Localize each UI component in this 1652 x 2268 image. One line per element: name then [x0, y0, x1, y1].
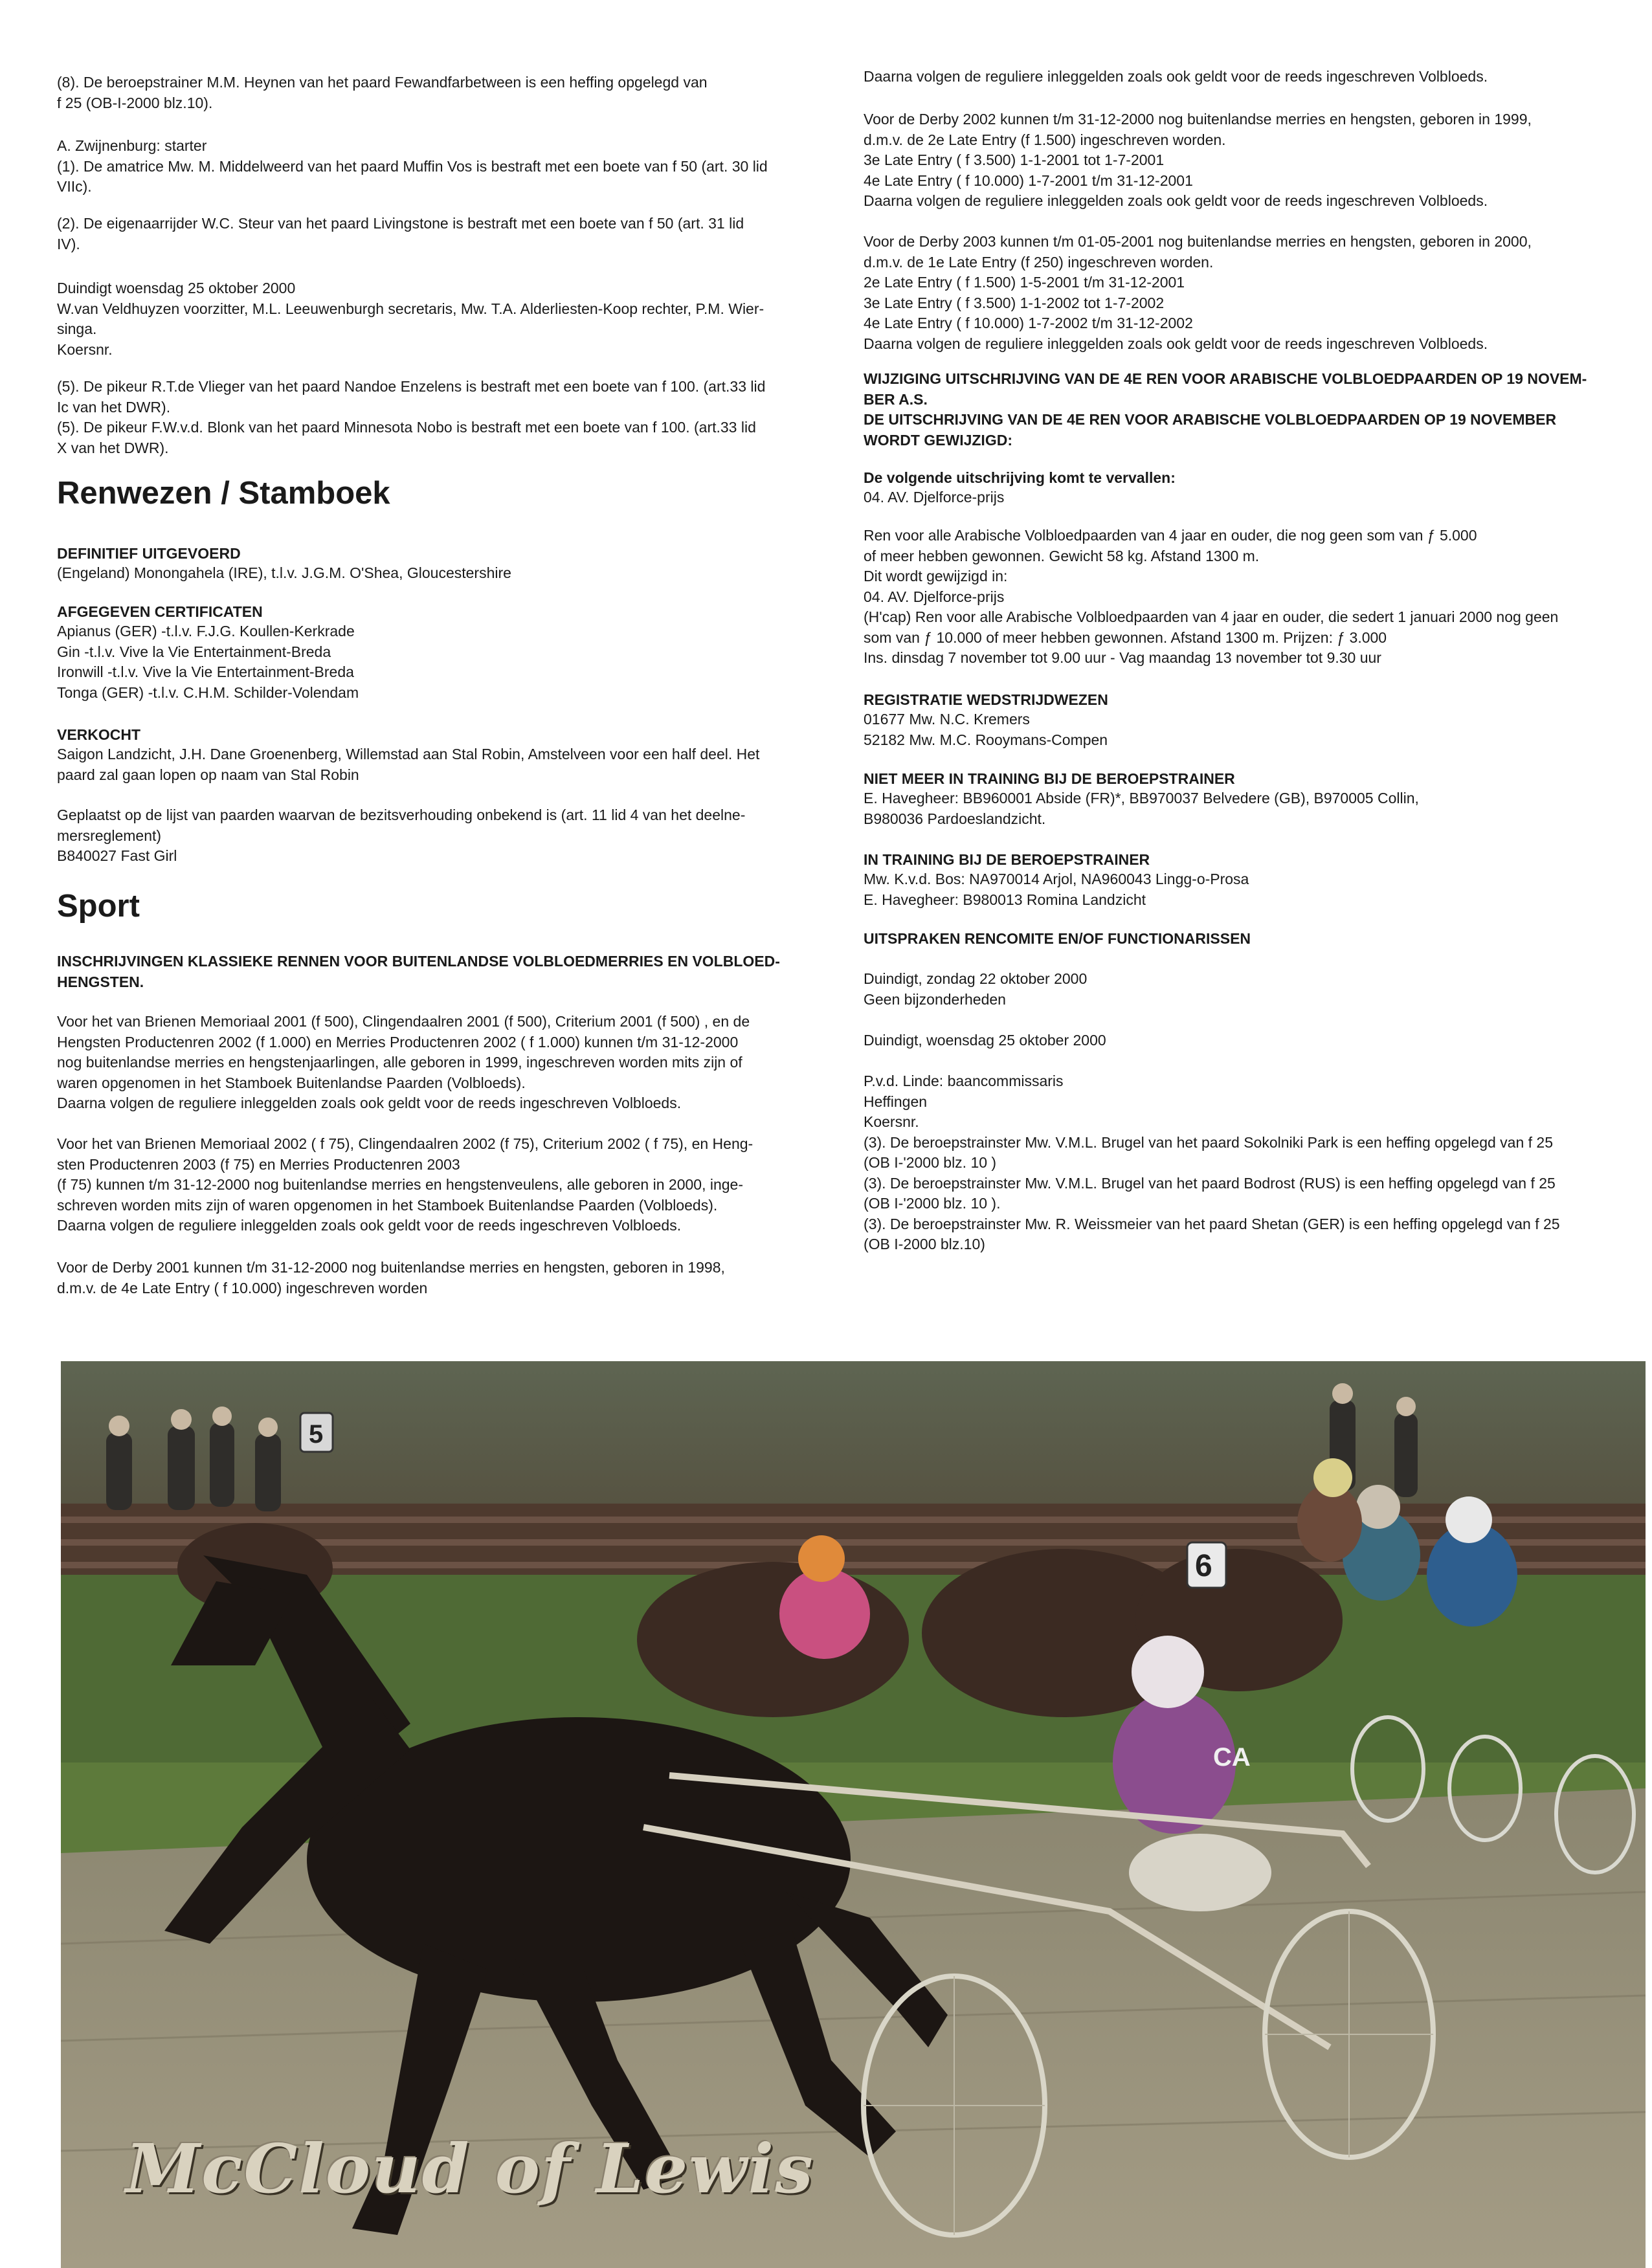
paragraph-verkocht [57, 744, 834, 785]
text-line: (3). De beroepstrainster Mw. R. Weissmeier van het paard Shetan (GER) is een heffing opgelegd van f 25 [864, 1215, 1560, 1232]
text-line: (3). De beroepstrainster Mw. V.M.L. Brugel van het paard Sokolniki Park is een heffing opgelegd van f 25 [864, 1133, 1554, 1151]
text-line: of meer hebben gewonnen. Gewicht 58 kg. Afstand 1300 m. [864, 547, 1260, 564]
heading-inschrijvingen [57, 951, 834, 992]
text-line: X van het DWR). [57, 439, 169, 456]
text-line: Duindigt, woensdag 25 oktober 2000 [864, 1032, 1106, 1049]
text-line: Koersnr. [864, 1113, 919, 1130]
paragraph-duindigt-22 [864, 969, 1627, 1010]
text-line: Gin -t.l.v. Vive la Vie Entertainment-Breda [57, 643, 331, 660]
text-line: mersreglement) [57, 827, 162, 844]
text-line: Ren voor alle Arabische Volbloedpaarden van 4 jaar en ouder, die nog geen som van ƒ 5.000 [864, 527, 1477, 544]
text-line: (f 75) kunnen t/m 31-12-2000 nog buitenlandse merries en hengstenveulens, alle geboren in 2000, inge- [57, 1176, 743, 1193]
paragraph-brienen-2001 [57, 1012, 834, 1114]
paragraph-derby-2003 [864, 232, 1627, 354]
section-title-renwezen: Renwezen / Stamboek [57, 476, 390, 511]
text-line: (2). De eigenaarrijder W.C. Steur van het paard Livingstone is bestraft met een boete van f 50 (art. 31 lid [57, 215, 744, 232]
paragraph-definitief [57, 563, 834, 584]
text-line: B840027 Fast Girl [57, 847, 177, 864]
text-line: VIIc). [57, 178, 92, 195]
saddle-cloth-5: 5 [309, 1420, 324, 1449]
text-line: INSCHRIJVINGEN KLASSIEKE RENNEN VOOR BUITENLANDSE VOLBLOEDMERRIES EN VOLBLOED- [57, 953, 780, 970]
heading-wijziging [864, 369, 1627, 450]
text-line: Duindigt, zondag 22 oktober 2000 [864, 970, 1088, 987]
paragraph-ren-wijziging [864, 526, 1627, 669]
text-line: Ironwill -t.l.v. Vive la Vie Entertainment-Breda [57, 663, 354, 680]
paragraph-in-training [864, 869, 1627, 910]
text-line: (1). De amatrice Mw. M. Middelweerd van het paard Muffin Vos is bestraft met een boete van f 50 (art. 30 lid [57, 157, 768, 175]
paragraph-niet-meer-in-training [864, 788, 1627, 829]
text-line: BER A.S. [864, 390, 928, 408]
text-line: E. Havegheer: BB960001 Abside (FR)*, BB970037 Belvedere (GB), B970005 Collin, [864, 790, 1419, 806]
text-line: HENGSTEN. [57, 973, 144, 990]
text-line: IV). [57, 235, 80, 252]
text-line: 2e Late Entry ( f 1.500) 1-5-2001 t/m 31-12-2001 [864, 274, 1185, 291]
photo-caption: McCloud of Lewis [126, 2129, 814, 2208]
text-line: d.m.v. de 4e Late Entry ( f 10.000) ingeschreven worden [57, 1279, 428, 1296]
text-line: (8). De beroepstrainer M.M. Heynen van het paard Fewandfarbetween is een heffing opgelegd van [57, 74, 708, 91]
text-line: Apianus (GER) -t.l.v. F.J.G. Koullen-Kerkrade [57, 623, 355, 639]
heading-volgende: De volgende uitschrijving komt te vervallen: [864, 469, 1176, 486]
heading-uitspraken: UITSPRAKEN RENCOMITE EN/OF FUNCTIONARISSEN [864, 930, 1251, 947]
text-line: Duindigt woensdag 25 oktober 2000 [57, 280, 296, 296]
text-line: Geen bijzonderheden [864, 990, 1006, 1008]
paragraph-zwijnenburg [57, 136, 834, 197]
text-line: Ic van het DWR). [57, 398, 171, 416]
heading-definitief: DEFINITIEF UITGEVOERD [57, 545, 241, 562]
text-line: 52182 Mw. M.C. Rooymans-Compen [864, 731, 1108, 748]
text-line: f 25 (OB-I-2000 blz.10). [57, 94, 213, 111]
text-line: Voor de Derby 2001 kunnen t/m 31-12-2000 nog buitenlandse merries en hengsten, geboren in 1998, [57, 1259, 725, 1276]
text-line: B980036 Pardoeslandzicht. [864, 810, 1046, 827]
text-line: singa. [57, 320, 97, 337]
paragraph-daarna [864, 67, 1627, 87]
heading-afgegeven: AFGEGEVEN CERTIFICATEN [57, 603, 263, 620]
text-line: Heffingen [864, 1093, 928, 1110]
section-title-sport: Sport [57, 889, 140, 924]
text-line: Daarna volgen de reguliere inleggelden zoals ook geldt voor de reeds ingeschreven Volbloeds. [57, 1217, 682, 1234]
text-line: Saigon Landzicht, J.H. Dane Groenenberg, Willemstad aan Stal Robin, Amstelveen voor een half deel. Het [57, 746, 760, 762]
paragraph-derby-2001 [57, 1258, 834, 1298]
text-line: Daarna volgen de reguliere inleggelden zoals ook geldt voor de reeds ingeschreven Volbloeds. [57, 1095, 682, 1111]
paragraph-afgegeven [57, 621, 834, 703]
text-line: 3e Late Entry ( f 3.500) 1-1-2002 tot 1-7-2002 [864, 294, 1165, 311]
text-line: WIJZIGING UITSCHRIJVING VAN DE 4E REN VOOR ARABISCHE VOLBLOEDPAARDEN OP 19 NOVEM- [864, 370, 1587, 387]
paragraph-duindigt-jury [57, 278, 834, 360]
text-line: paard zal gaan lopen op naam van Stal Robin [57, 766, 359, 783]
heading-registratie: REGISTRATIE WEDSTRIJDWEZEN [864, 691, 1108, 708]
text-line: 4e Late Entry ( f 10.000) 1-7-2002 t/m 31-12-2002 [864, 315, 1193, 331]
text-line: Daarna volgen de reguliere inleggelden zoals ook geldt voor de reeds ingeschreven Volbloeds. [864, 335, 1488, 352]
text-line: Voor het van Brienen Memoriaal 2002 ( f 75), Clingendaalren 2002 (f 75), Criterium 2002 ( f 75), en Heng- [57, 1135, 753, 1152]
heading-niet-meer-in-training: NIET MEER IN TRAINING BIJ DE BEROEPSTRAINER [864, 770, 1235, 787]
text-line: som van ƒ 10.000 of meer hebben gewonnen. Afstand 1300 m. Prijzen: ƒ 3.000 [864, 628, 1387, 646]
text-line: 3e Late Entry ( f 3.500) 1-1-2001 tot 1-7-2001 [864, 151, 1165, 168]
paragraph-linde-heffingen [864, 1071, 1627, 1255]
text-line: Voor het van Brienen Memoriaal 2001 (f 500), Clingendaalren 2001 (f 500), Criterium 2001 (f 500) , en de [57, 1013, 750, 1030]
paragraph-steur [57, 214, 834, 254]
paragraph-fewandfarbetween [57, 72, 834, 113]
paragraph-derby-2002 [864, 109, 1627, 212]
text-line: d.m.v. de 1e Late Entry (f 250) ingeschreven worden. [864, 253, 1214, 271]
saddle-cloth-6: 6 [1195, 1549, 1212, 1583]
text-line: Voor de Derby 2003 kunnen t/m 01-05-2001 nog buitenlandse merries en hengsten, geboren in 2000, [864, 233, 1532, 250]
text-line: (H'cap) Ren voor alle Arabische Volbloedpaarden van 4 jaar en ouder, die sedert 1 januari 2000 nog geen [864, 608, 1559, 625]
heading-verkocht: VERKOCHT [57, 726, 141, 743]
text-line: W.van Veldhuyzen voorzitter, M.L. Leeuwenburgh secretaris, Mw. T.A. Alderliesten-Koop rechter, P.M. Wier- [57, 300, 765, 317]
paragraph-duindigt-25 [864, 1030, 1627, 1051]
text-line: Mw. K.v.d. Bos: NA970014 Arjol, NA960043 Lingg-o-Prosa [864, 871, 1249, 887]
text-line: 4e Late Entry ( f 10.000) 1-7-2001 t/m 31-12-2001 [864, 172, 1193, 189]
text-line: Hengsten Productenren 2002 (f 1.000) en Merries Productenren 2002 ( f 1.000) kunnen t/m 31-12-2000 [57, 1033, 739, 1051]
text-line: Dit wordt gewijzigd in: [864, 568, 1008, 584]
heading-in-training: IN TRAINING BIJ DE BEROEPSTRAINER [864, 851, 1150, 868]
text-line: sten Productenren 2003 (f 75) en Merries Productenren 2003 [57, 1155, 460, 1173]
text-line: (5). De pikeur F.W.v.d. Blonk van het paard Minnesota Nobo is bestraft met een boete van f 100. (art.33 lid [57, 419, 756, 436]
text-line: Daarna volgen de reguliere inleggelden zoals ook geldt voor de reeds ingeschreven Volbloeds. [864, 192, 1488, 209]
text-line: (Engeland) Monongahela (IRE), t.l.v. J.G.M. O'Shea, Gloucestershire [57, 564, 511, 581]
text-line: (OB I-2000 blz.10) [864, 1236, 985, 1252]
text-line: 01677 Mw. N.C. Kremers [864, 711, 1030, 728]
text-line: (5). De pikeur R.T.de Vlieger van het paard Nandoe Enzelens is bestraft met een boete van f 100. (art.33 lid [57, 378, 766, 395]
text-line: 04. AV. Djelforce-prijs [864, 588, 1005, 605]
text-line: A. Zwijnenburg: starter [57, 137, 207, 154]
jacket-letters: CA [1213, 1743, 1251, 1772]
paragraph-geplaatst [57, 805, 834, 867]
text-line: Geplaatst op de lijst van paarden waarvan de bezitsverhouding onbekend is (art. 11 lid 4 van het deelne- [57, 806, 746, 823]
harness-racing-photo [61, 1361, 1646, 2268]
text-line: Ins. dinsdag 7 november tot 9.00 uur - Vag maandag 13 november tot 9.30 uur [864, 649, 1381, 666]
text-line: d.m.v. de 2e Late Entry (f 1.500) ingeschreven worden. [864, 131, 1226, 148]
text-line: (3). De beroepstrainster Mw. V.M.L. Brugel van het paard Bodrost (RUS) is een heffing opgelegd van f 25 [864, 1174, 1556, 1192]
text-line: Daarna volgen de reguliere inleggelden zoals ook geldt voor de reeds ingeschreven Volbloeds. [864, 68, 1488, 85]
text-line: schreven worden mits zijn of waren opgenomen in het Stamboek Buitenlandse Paarden (Volbloeds). [57, 1196, 718, 1214]
text-line: E. Havegheer: B980013 Romina Landzicht [864, 891, 1146, 908]
paragraph-djelforce [864, 487, 1627, 508]
text-line: nog buitenlandse merries en hengstenjaarlingen, alle geboren in 1999, ingeschreven worden mits zijn of [57, 1054, 742, 1071]
text-line: P.v.d. Linde: baancommissaris [864, 1073, 1064, 1089]
paragraph-registratie [864, 709, 1627, 750]
text-line: (OB I-'2000 blz. 10 ) [864, 1154, 997, 1171]
text-line: DE UITSCHRIJVING VAN DE 4E REN VOOR ARABISCHE VOLBLOEDPAARDEN OP 19 NOVEMBER [864, 411, 1557, 428]
paragraph-pikeur-penalties [57, 377, 834, 458]
text-line: (OB I-'2000 blz. 10 ). [864, 1195, 1001, 1212]
text-line: Voor de Derby 2002 kunnen t/m 31-12-2000 nog buitenlandse merries en hengsten, geboren in 1999, [864, 111, 1532, 128]
text-line: Tonga (GER) -t.l.v. C.H.M. Schilder-Volendam [57, 684, 359, 701]
text-line: 04. AV. Djelforce-prijs [864, 489, 1005, 506]
text-line: Koersnr. [57, 340, 113, 358]
text-line: WORDT GEWIJZIGD: [864, 431, 1012, 449]
text-line: waren opgenomen in het Stamboek Buitenlandse Paarden (Volbloeds). [57, 1074, 526, 1091]
paragraph-brienen-2002 [57, 1134, 834, 1236]
